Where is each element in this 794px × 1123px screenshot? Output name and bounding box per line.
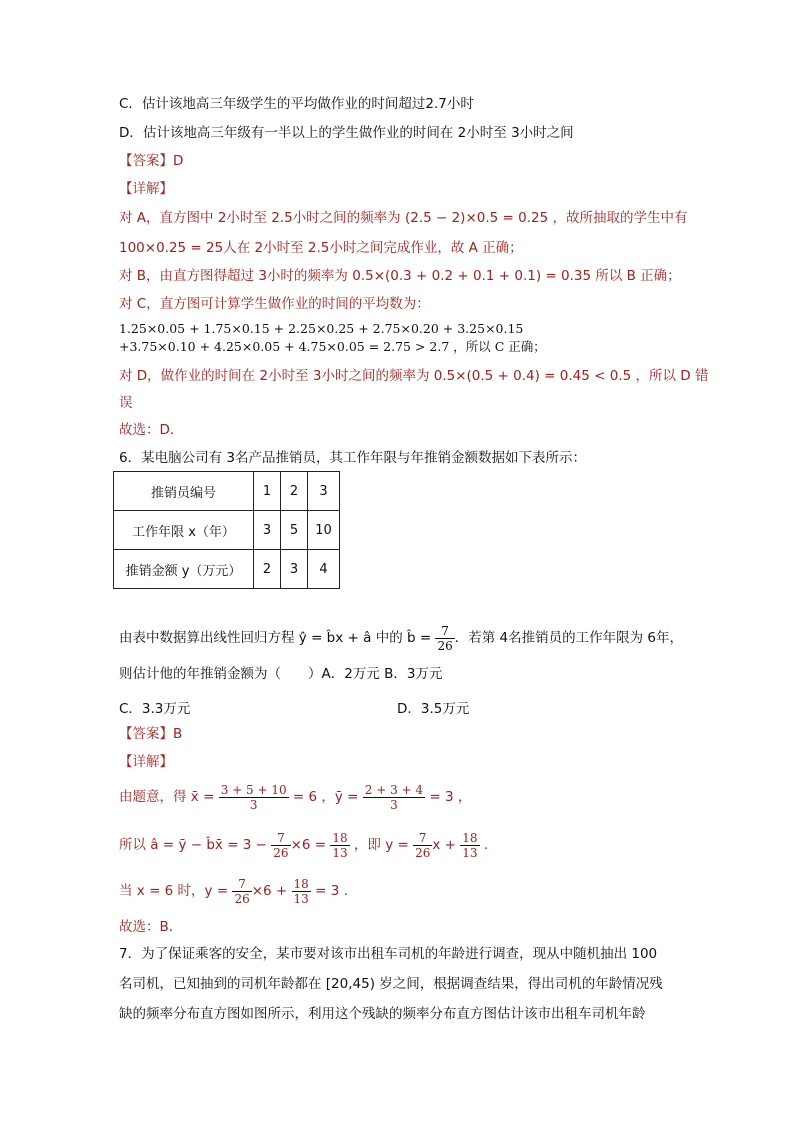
fraction: $\frac{3 + 5 + 10}{3}$ bbox=[220, 782, 287, 812]
choose-answer-1: 故选：D． bbox=[119, 422, 184, 438]
fraction: $\frac{7}{26}$ bbox=[273, 830, 289, 860]
option-d: D．估计该地高三年级有一半以上的学生做作业的时间在 2小时至 3小时之间 bbox=[119, 125, 574, 141]
table-cell: 1 bbox=[254, 472, 281, 511]
table-row bbox=[114, 550, 340, 589]
table-cell: 3 bbox=[254, 511, 281, 550]
question-7-line1: 7．为了保证乘客的安全，某市要对该市出租车司机的年龄进行调查，现从中随机抽出 100 bbox=[119, 946, 658, 962]
explain-c-formula2: +3.75×0.10 + 4.25×0.05 + 4.75×0.05 = 2.75 > 2.7 ，所以 C 正确； bbox=[119, 339, 546, 354]
regression-text: 由表中数据算出线性回归方程 ŷ = b̂x + â 中的 b̂ = bbox=[119, 630, 436, 646]
table-header-cell: 工作年限 x（年） bbox=[114, 511, 254, 550]
explain-c-formula1: 1.25×0.05 + 1.75×0.15 + 2.25×0.25 + 2.75×0.20 + 3.25×0.15 bbox=[119, 321, 524, 336]
table-cell: 3 bbox=[281, 550, 308, 589]
explain-b: 对 B，由直方图得超过 3小时的频率为 0.5×(0.3 + 0.2 + 0.1 + 0.1) = 0.35 所以 B 正确； bbox=[119, 268, 681, 284]
table-cell: 2 bbox=[281, 472, 308, 511]
fraction: $\frac{7}{26}$ bbox=[437, 623, 453, 653]
choice-c: C．3.3万元 bbox=[119, 701, 191, 717]
table-header-cell: 推销金额 y（万元） bbox=[114, 550, 254, 589]
fraction: $\frac{7}{26}$ bbox=[234, 876, 250, 906]
table-cell: 2 bbox=[254, 550, 281, 589]
detail-label: 【详解】 bbox=[119, 181, 173, 197]
fraction: $\frac{2 + 3 + 4}{3}$ bbox=[364, 782, 424, 812]
answer-label: 【答案】D bbox=[119, 153, 184, 169]
answer-label-2: 【答案】B bbox=[119, 726, 183, 742]
solution-predict: 当 x = 6 时，y = $\frac{7}{26}$ ×6 + $\frac{18}{13}$ = 3 . bbox=[119, 876, 348, 906]
fraction: $\frac{18}{13}$ bbox=[332, 830, 348, 860]
explain-d-line2: 误 bbox=[119, 395, 133, 411]
question-6-choices-ab: 则估计他的年推销金额为（ ）A．2万元 B．3万元 bbox=[119, 666, 443, 682]
table-row bbox=[114, 472, 340, 511]
solution-mean: 由题意，得 x̄ = $\frac{3 + 5 + 10}{3}$ = 6 ，ȳ = $\frac{2 + 3 + 4}{3}$ = 3 ， bbox=[119, 782, 472, 812]
question-6: 6．某电脑公司有 3名产品推销员，其工作年限与年推销金额数据如下表所示： bbox=[119, 450, 586, 466]
table-cell: 10 bbox=[308, 511, 340, 550]
question-7-line2: 名司机，已知抽到的司机年龄都在 [20,45) 岁之间，根据调查结果，得出司机的年龄情况残 bbox=[119, 976, 663, 992]
fraction: $\frac{18}{13}$ bbox=[462, 830, 478, 860]
detail-label-2: 【详解】 bbox=[119, 754, 173, 770]
question-7-line3: 缺的频率分布直方图如图所示，利用这个残缺的频率分布直方图估计该市出租车司机年龄 bbox=[119, 1006, 646, 1022]
table-cell: 4 bbox=[308, 550, 340, 589]
explain-c: 对 C，直方图可计算学生做作业的时间的平均数为： bbox=[119, 296, 430, 312]
fraction: $\frac{7}{26}$ bbox=[415, 830, 431, 860]
option-c: C．估计该地高三年级学生的平均做作业的时间超过2.7小时 bbox=[119, 96, 474, 112]
sales-table bbox=[113, 471, 340, 589]
explain-d-line1: 对 D，做作业的时间在 2小时至 3小时之间的频率为 0.5×(0.5 + 0.4) = 0.45 < 0.5 ，所以 D 错 bbox=[119, 368, 709, 384]
regression-statement bbox=[119, 622, 683, 654]
table-cell: 3 bbox=[308, 472, 340, 511]
table-header-cell: 推销员编号 bbox=[114, 472, 254, 511]
regression-text-end: ．若第 4名推销员的工作年限为 6年， bbox=[454, 630, 683, 646]
solution-intercept: 所以 â = ȳ − b̂x̄ = 3 − $\frac{7}{26}$ ×6 = $\frac{18}{13}$ ，即 y = $\frac{7}{26}$ x + $\frac{18}{13}$ . bbox=[119, 830, 489, 860]
table-row bbox=[114, 511, 340, 550]
explain-a-line1: 对 A，直方图中 2小时至 2.5小时之间的频率为 (2.5 − 2)×0.5 = 0.25 ，故所抽取的学生中有 bbox=[119, 210, 688, 226]
fraction: $\frac{18}{13}$ bbox=[293, 876, 309, 906]
explain-a-line2: 100×0.25 = 25人在 2小时至 2.5小时之间完成作业，故 A 正确； bbox=[119, 240, 523, 256]
table-cell: 5 bbox=[281, 511, 308, 550]
choose-answer-2: 故选：B． bbox=[119, 919, 183, 935]
choice-d: D．3.5万元 bbox=[397, 701, 470, 717]
